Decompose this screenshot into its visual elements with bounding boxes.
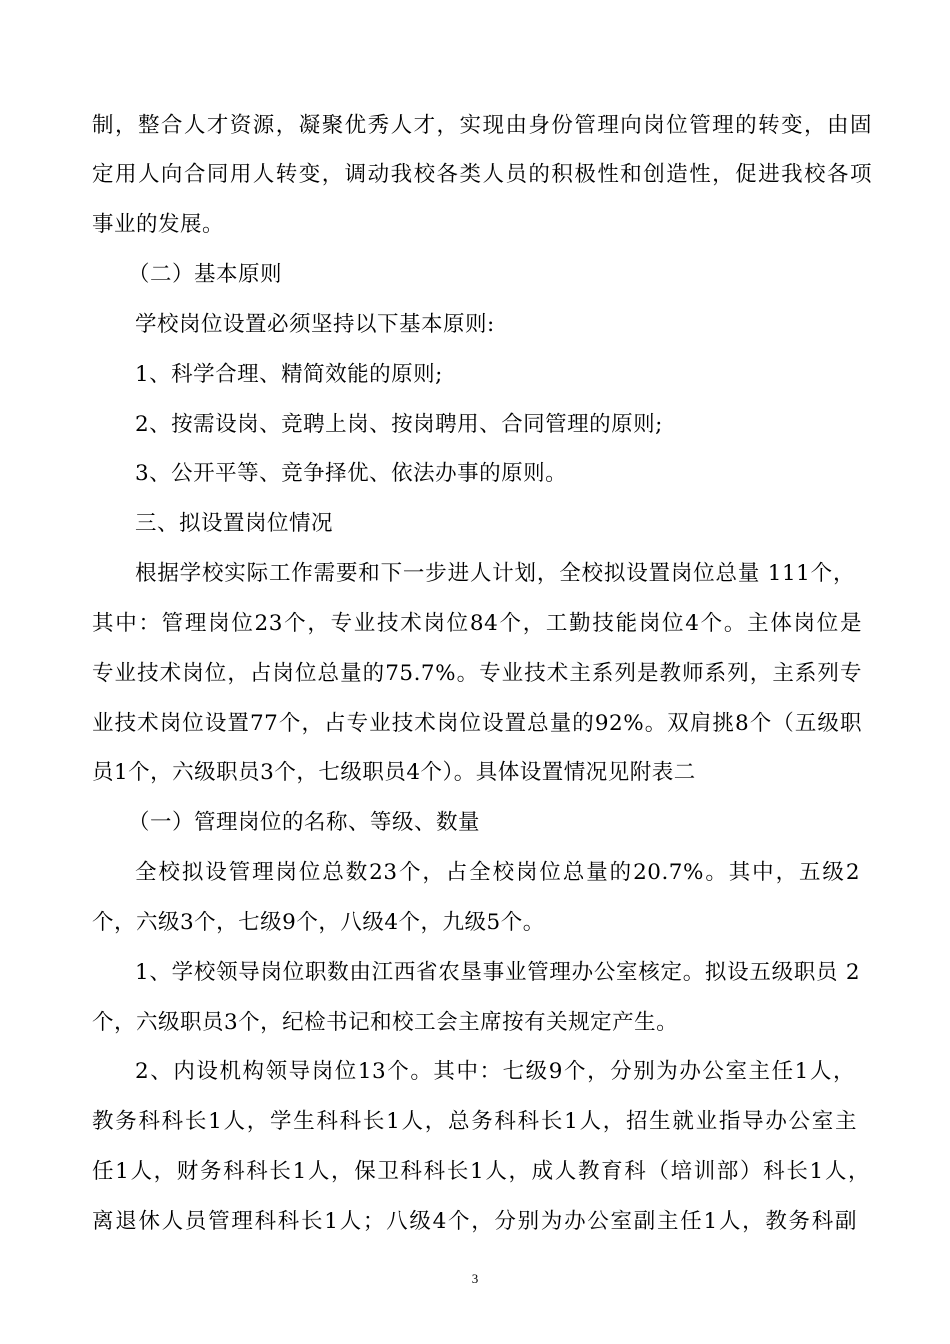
list-item: 2、按需设岗、竞聘上岗、按岗聘用、合同管理的原则; — [135, 412, 663, 437]
list-item: 1、科学合理、精简效能的原则; — [135, 362, 443, 387]
paragraph-line: 制，整合人才资源，凝聚优秀人才，实现由身份管理向岗位管理的转变，由固 — [92, 113, 872, 138]
paragraph-line: 专业技术岗位，占岗位总量的75.7%。专业技术主系列是教师系列，主系列专 — [92, 661, 862, 686]
paragraph-line: 其中：管理岗位23个，专业技术岗位84个，工勤技能岗位4个。主体岗位是 — [92, 611, 862, 636]
paragraph-line: 员1个，六级职员3个，七级职员4个）。具体设置情况见附表二 — [92, 760, 696, 785]
page-number: 3 — [471, 1271, 479, 1286]
paragraph-line: 教务科科长1人，学生科科长1人，总务科科长1人，招生就业指导办公室主 — [92, 1109, 857, 1134]
section-heading: 三、拟设置岗位情况 — [135, 511, 334, 536]
paragraph-line: 个，六级职员3个，纪检书记和校工会主席按有关规定产生。 — [92, 1010, 679, 1035]
paragraph-line: 任1人，财务科科长1人，保卫科科长1人，成人教育科（培训部）科长1人， — [92, 1159, 870, 1184]
paragraph-line: 2、内设机构领导岗位13个。其中：七级9个，分别为办公室主任1人， — [135, 1059, 855, 1084]
section-heading: （一）管理岗位的名称、等级、数量 — [128, 810, 481, 835]
paragraph-line: 学校岗位设置必须坚持以下基本原则: — [135, 312, 495, 337]
paragraph-line: 全校拟设管理岗位总数23个，占全校岗位总量的20.7%。其中，五级2 — [135, 860, 860, 885]
paragraph-line: 根据学校实际工作需要和下一步进人计划，全校拟设置岗位总量 111个， — [135, 561, 855, 586]
paragraph-line: 离退休人员管理科科长1人；八级4个，分别为办公室副主任1人，教务科副 — [92, 1209, 857, 1234]
paragraph-line: 事业的发展。 — [92, 212, 225, 237]
paragraph-line: 1、学校领导岗位职数由江西省农垦事业管理办公室核定。拟设五级职员 2 — [135, 960, 860, 985]
paragraph-line: 个，六级3个，七级9个，八级4个，九级5个。 — [92, 910, 545, 935]
list-item: 3、公开平等、竞争择优、依法办事的原则。 — [135, 461, 568, 486]
paragraph-line: 业技术岗位设置77个，占专业技术岗位设置总量的92%。双肩挑8个（五级职 — [92, 711, 862, 736]
paragraph-line: 定用人向合同用人转变，调动我校各类人员的积极性和创造性，促进我校各项 — [92, 162, 872, 187]
section-heading: （二）基本原则 — [128, 262, 283, 287]
